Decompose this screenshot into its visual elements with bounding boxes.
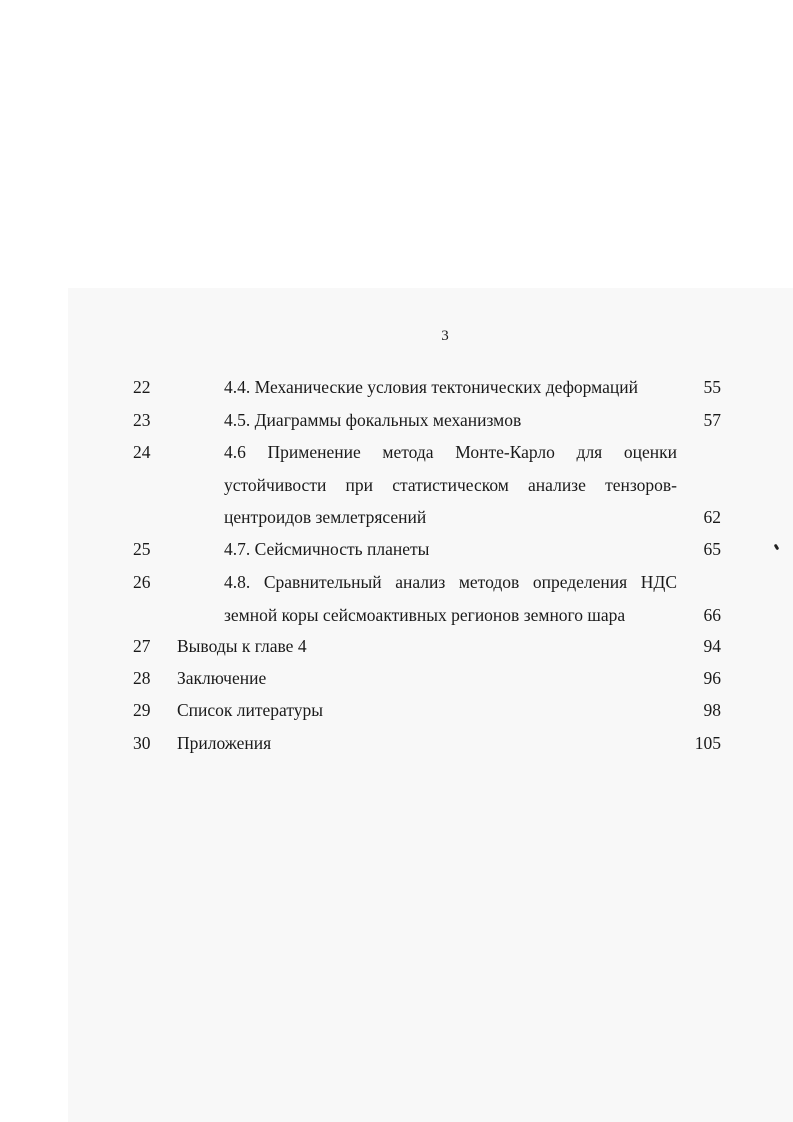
toc-item-title: 4.6 Применение метода Монте-Карло для оценки устойчивости при статистическом анализе тензоров-центроидов землетрясений <box>224 442 677 527</box>
toc-item-title: Выводы к главе 4 <box>177 636 307 656</box>
toc-item-number: 23 <box>133 410 151 430</box>
toc-item-number: 24 <box>133 442 151 462</box>
toc-item-number: 29 <box>133 700 151 720</box>
toc-row <box>0 566 793 631</box>
toc-item-number: 22 <box>133 377 151 397</box>
page-number: 3 <box>441 328 449 344</box>
toc-item-page: 66 <box>703 604 721 625</box>
toc-item-number: 27 <box>133 636 151 656</box>
toc-row <box>0 436 793 533</box>
toc-item-page: 98 <box>703 700 721 720</box>
toc-item-title: 4.5. Диаграммы фокальных механизмов <box>224 410 522 430</box>
toc-item-title: Заключение <box>177 668 267 688</box>
toc-item-page: 105 <box>694 733 721 753</box>
toc-item-page: 57 <box>703 410 721 430</box>
toc-item-title: 4.4. Механические условия тектонических деформаций <box>224 377 638 397</box>
toc-item-number: 30 <box>133 733 151 753</box>
toc-item-page: 55 <box>703 377 721 397</box>
toc-item-page: 96 <box>703 668 721 688</box>
toc-item-title: Список литературы <box>177 700 324 720</box>
toc-item-number: 28 <box>133 668 151 688</box>
toc-item-page: 65 <box>703 539 721 559</box>
toc-item-number: 25 <box>133 539 151 559</box>
toc-item-page: 94 <box>703 636 721 656</box>
toc-item-page: 62 <box>703 507 721 527</box>
toc-item-title: 4.7. Сейсмичность планеты <box>224 539 430 559</box>
toc-item-title: Приложения <box>177 733 272 753</box>
toc-item-number: 26 <box>133 572 151 592</box>
toc-item-title: 4.8. Сравнительный анализ методов определения НДС земной коры сейсмоактивных регионов земного шара <box>224 572 677 625</box>
